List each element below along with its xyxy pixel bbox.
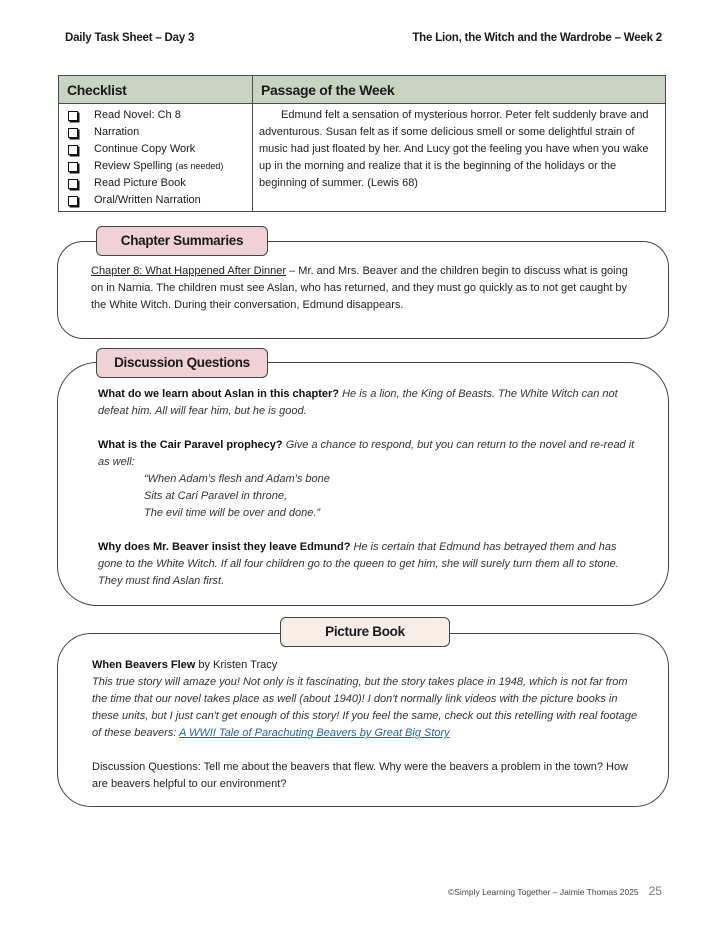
checkbox-icon[interactable]	[68, 111, 78, 121]
chapter-summary: – Mr. and Mrs. Beaver and the children begin to discuss what is going on in Narnia. The children must see Aslan, who has returned, and they must go quickly as to not get caught by the White Witch. During their conversation, Edmund disappears.	[91, 265, 628, 311]
passage-text: Edmund felt a sensation of mysterious horror. Peter felt suddenly brave and adventurous. Susan felt as if some delicious smell or some delightful strain of music had just floated by her. And Lucy got the feeling you have when you wake up in the morning and realize that it is the beginning of the holidays or the beginning of summer. (Lewis 68)	[259, 109, 649, 189]
discussion-questions-section	[57, 362, 669, 606]
picture-book-discussion: Discussion Questions: Tell me about the beavers that flew. Why were the beavers a problem in the town? How are beavers helpful to our environment?	[92, 761, 629, 790]
checklist-item[interactable]: Narration	[65, 124, 246, 141]
passage-cell	[253, 104, 666, 212]
checklist-item[interactable]: Oral/Written Narration	[65, 192, 246, 209]
discussion-questions-tab: Discussion Questions	[96, 348, 268, 378]
checkbox-icon[interactable]	[68, 128, 78, 138]
book-description: This true story will amaze you! Not only is it fascinating, but the story takes place in 1948, which is not far from the time that our novel takes place as well (about 1940)! I don't normally link videos with the picture books in these units, but I just can't get enough of this story! If you feel the same, check out this retelling with real footage of these beavers:	[92, 676, 638, 739]
chapter-title: Chapter 8: What Happened After Dinner	[91, 265, 287, 277]
checklist-item[interactable]: Read Picture Book	[65, 175, 246, 192]
copyright: ©Simply Learning Together – Jaimie Thomas 2025	[447, 887, 639, 897]
checkbox-icon[interactable]	[68, 145, 78, 155]
page-number: 25	[648, 884, 662, 898]
checklist-item[interactable]: Review Spelling (as needed)	[65, 158, 246, 175]
picture-book-tab: Picture Book	[280, 617, 450, 647]
book-title: When Beavers Flew	[92, 659, 196, 671]
picture-book-section	[57, 633, 669, 807]
checklist	[59, 104, 253, 212]
sheet-title: Daily Task Sheet – Day 3	[65, 32, 195, 44]
checkbox-icon[interactable]	[68, 162, 78, 172]
passage-header: Passage of the Week	[253, 76, 666, 104]
question-item: What do we learn about Aslan in this chapter? He is a lion, the King of Beasts. The White Witch can not defeat him. All will fear him, but he is good.	[98, 388, 618, 417]
checklist-item[interactable]: Continue Copy Work	[65, 141, 246, 158]
book-author: by Kristen Tracy	[195, 659, 278, 671]
checklist-passage-table	[58, 75, 666, 212]
checklist-note: (as needed)	[175, 161, 224, 171]
prophecy-poem: “When Adam’s flesh and Adam’s bone Sits at Cari Paravel in throne, The evil time will be over and done.”	[144, 473, 330, 519]
checklist-header: Checklist	[59, 76, 253, 104]
checklist-item[interactable]: Read Novel: Ch 8	[65, 107, 246, 124]
book-week-title: The Lion, the Witch and the Wardrobe – Week 2	[412, 32, 662, 44]
checkbox-icon[interactable]	[68, 179, 78, 189]
chapter-summaries-tab: Chapter Summaries	[96, 226, 268, 256]
question-item: What is the Cair Paravel prophecy? Give a chance to respond, but you can return to the novel and re-read it as well:	[98, 439, 635, 468]
video-link[interactable]: A WWII Tale of Parachuting Beavers by Great Big Story	[179, 727, 450, 739]
checkbox-icon[interactable]	[68, 196, 78, 206]
question-item: Why does Mr. Beaver insist they leave Edmund? He is certain that Edmund has betrayed them and has gone to the White Witch. If all four children go to the queen to get him, she will surely turn them all to stone. They must find Aslan first.	[98, 541, 619, 587]
footer	[448, 884, 662, 898]
